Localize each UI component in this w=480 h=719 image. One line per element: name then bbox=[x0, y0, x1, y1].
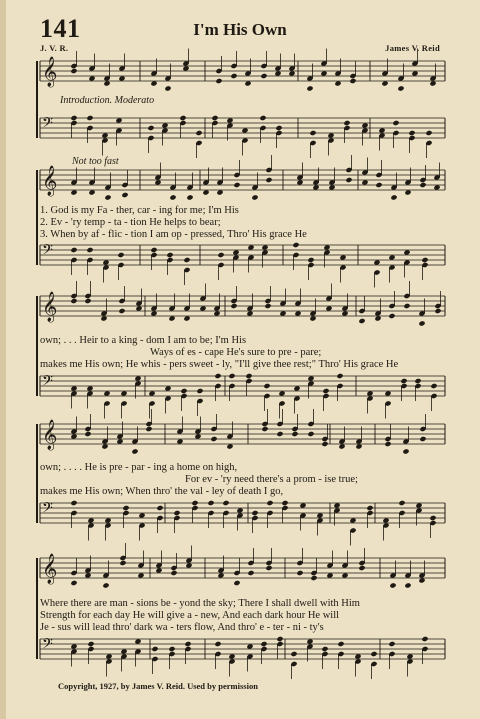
note-head bbox=[421, 257, 428, 263]
note-head bbox=[265, 565, 272, 571]
system1-verse3: 3. When by af - flic - tion I am op - pressed, Thro' His grace He bbox=[40, 229, 307, 240]
note-head bbox=[310, 575, 317, 581]
note-head bbox=[183, 257, 190, 263]
note-head bbox=[70, 68, 77, 74]
note-head bbox=[191, 500, 198, 506]
note-head bbox=[349, 78, 356, 84]
note-head bbox=[403, 303, 410, 309]
note-head bbox=[195, 130, 202, 136]
note-head bbox=[121, 192, 128, 198]
note-head bbox=[307, 431, 314, 437]
note-head bbox=[390, 194, 397, 200]
note-head bbox=[207, 500, 214, 506]
note-head bbox=[230, 303, 237, 309]
introduction-direction: Introduction. Moderato bbox=[60, 95, 155, 106]
note-head bbox=[389, 582, 396, 588]
words-credit: J. V. R. bbox=[40, 43, 69, 53]
note-head bbox=[384, 441, 391, 447]
note-head bbox=[397, 85, 404, 91]
note-head bbox=[358, 565, 365, 571]
hymn-number: 141 bbox=[40, 14, 81, 43]
note-head bbox=[263, 383, 270, 389]
note-head bbox=[392, 120, 399, 126]
note-head bbox=[321, 441, 328, 447]
treble-clef-icon: 𝄞 bbox=[42, 292, 58, 322]
note-head bbox=[306, 85, 313, 91]
note-head bbox=[321, 646, 328, 652]
note-head bbox=[233, 580, 240, 586]
system1-verse2: 2. Ev - 'ry temp - ta - tion He helps to bear; bbox=[40, 217, 221, 228]
note-head bbox=[260, 641, 267, 647]
note-head bbox=[217, 252, 224, 258]
note-head bbox=[166, 252, 173, 258]
note-head bbox=[398, 500, 405, 506]
note-head bbox=[429, 515, 436, 521]
note-head bbox=[358, 318, 365, 324]
note-head bbox=[169, 194, 176, 200]
note-head bbox=[222, 500, 229, 506]
note-head bbox=[251, 194, 258, 200]
note-head bbox=[275, 125, 282, 131]
note-head bbox=[251, 510, 258, 516]
system2-verse2: Ways of es - cape He's sure to pre - pare; bbox=[150, 347, 322, 358]
note-head bbox=[265, 177, 272, 183]
bass-clef-icon: 𝄢 bbox=[42, 242, 53, 262]
system4-verse3: Je - sus will lead thro' dark wa - ters flow, And thro' e - ter - ni - ty's bbox=[40, 622, 324, 633]
note-head bbox=[102, 582, 109, 588]
note-head bbox=[84, 298, 91, 304]
note-head bbox=[322, 388, 329, 394]
note-head bbox=[117, 252, 124, 258]
note-head bbox=[408, 130, 415, 136]
system4-verse2: Strength for each day He will give a - new, And each dark hour He will bbox=[40, 610, 340, 621]
note-head bbox=[70, 298, 77, 304]
note-head bbox=[418, 320, 425, 326]
note-head bbox=[228, 373, 235, 379]
note-head bbox=[104, 194, 111, 200]
note-head bbox=[281, 500, 288, 506]
note-head bbox=[245, 373, 252, 379]
note-head bbox=[290, 651, 297, 657]
tempo-direction: Not too fast bbox=[72, 156, 119, 167]
note-head bbox=[414, 378, 421, 384]
note-head bbox=[180, 388, 187, 394]
note-head bbox=[266, 500, 273, 506]
treble-clef-icon: 𝄞 bbox=[42, 57, 58, 87]
note-head bbox=[210, 436, 217, 442]
treble-clef-icon: 𝄞 bbox=[42, 420, 58, 450]
note-head bbox=[151, 646, 158, 652]
note-head bbox=[404, 582, 411, 588]
note-head bbox=[345, 177, 352, 183]
note-head bbox=[179, 115, 186, 121]
note-head bbox=[145, 426, 152, 432]
note-head bbox=[196, 388, 203, 394]
note-head bbox=[425, 130, 432, 136]
hymn-title: I'm His Own bbox=[193, 20, 287, 39]
note-head bbox=[70, 115, 77, 121]
note-head bbox=[214, 373, 221, 379]
note-head bbox=[215, 78, 222, 84]
note-head bbox=[233, 182, 240, 188]
note-head bbox=[86, 115, 93, 121]
system4-verse1: Where there are man - sions be - yond the sky; There I shall dwell with Him bbox=[40, 598, 360, 609]
note-head bbox=[211, 115, 218, 121]
note-head bbox=[337, 641, 344, 647]
note-head bbox=[402, 448, 409, 454]
note-head bbox=[421, 636, 428, 642]
system3-verse1: own; . . . . He is pre - par - ing a home on high, bbox=[40, 462, 238, 473]
note-head bbox=[131, 448, 138, 454]
bass-clef-icon: 𝄢 bbox=[42, 636, 53, 656]
note-head bbox=[70, 500, 77, 506]
note-head bbox=[230, 73, 237, 79]
treble-clef-icon: 𝄞 bbox=[42, 166, 58, 196]
note-head bbox=[375, 182, 382, 188]
note-head bbox=[173, 510, 180, 516]
note-head bbox=[264, 303, 271, 309]
note-head bbox=[336, 373, 343, 379]
note-head bbox=[119, 560, 126, 566]
note-head bbox=[343, 120, 350, 126]
note-head bbox=[84, 431, 91, 437]
note-head bbox=[276, 431, 283, 437]
note-head bbox=[214, 641, 221, 647]
system1-verse1: 1. God is my Fa - ther, car - ing for me; I'm His bbox=[40, 205, 239, 216]
note-head bbox=[366, 505, 373, 511]
music-credit: James V. Reid bbox=[385, 43, 440, 53]
note-head bbox=[170, 570, 177, 576]
system2-verse3: makes me His own; He whis - pers sweet - ly, "I'll give thee rest;" Thro' His grace He bbox=[40, 359, 399, 370]
note-head bbox=[186, 194, 193, 200]
note-head bbox=[122, 505, 129, 511]
bass-clef-icon: 𝄢 bbox=[42, 373, 53, 393]
note-head bbox=[419, 436, 426, 442]
note-head bbox=[388, 641, 395, 647]
note-head bbox=[261, 426, 268, 432]
note-head bbox=[276, 636, 283, 642]
note-head bbox=[370, 651, 377, 657]
treble-clef-icon: 𝄞 bbox=[42, 554, 58, 584]
note-head bbox=[164, 85, 171, 91]
note-head bbox=[70, 580, 77, 586]
system2-verse1: own; . . . Heir to a king - dom I am to be; I'm His bbox=[40, 335, 247, 346]
note-head bbox=[156, 505, 163, 511]
system3-verse3: makes me His own; When thro' the val - ley of death I go, bbox=[40, 486, 284, 497]
note-head bbox=[87, 641, 94, 647]
note-head bbox=[309, 130, 316, 136]
note-head bbox=[419, 182, 426, 188]
bass-clef-icon: 𝄢 bbox=[42, 115, 53, 135]
note-head bbox=[150, 247, 157, 253]
note-head bbox=[296, 570, 303, 576]
copyright-notice: Copyright, 1927, by James V. Reid. Used by permission bbox=[58, 681, 258, 691]
note-head bbox=[434, 308, 441, 314]
note-head bbox=[291, 431, 298, 437]
note-head bbox=[247, 570, 254, 576]
note-head bbox=[184, 641, 191, 647]
note-head bbox=[86, 247, 93, 253]
note-head bbox=[168, 646, 175, 652]
note-head bbox=[388, 313, 395, 319]
note-head bbox=[70, 247, 77, 253]
system3-verse2: For ev - 'ry need there's a prom - ise true; bbox=[185, 474, 358, 485]
note-head bbox=[400, 378, 407, 384]
note-head bbox=[147, 125, 154, 131]
note-head bbox=[118, 308, 125, 314]
note-head bbox=[292, 242, 299, 248]
note-head bbox=[259, 115, 266, 121]
note-head bbox=[307, 257, 314, 263]
note-head bbox=[430, 383, 437, 389]
note-head bbox=[260, 73, 267, 79]
bass-clef-icon: 𝄢 bbox=[42, 500, 53, 520]
